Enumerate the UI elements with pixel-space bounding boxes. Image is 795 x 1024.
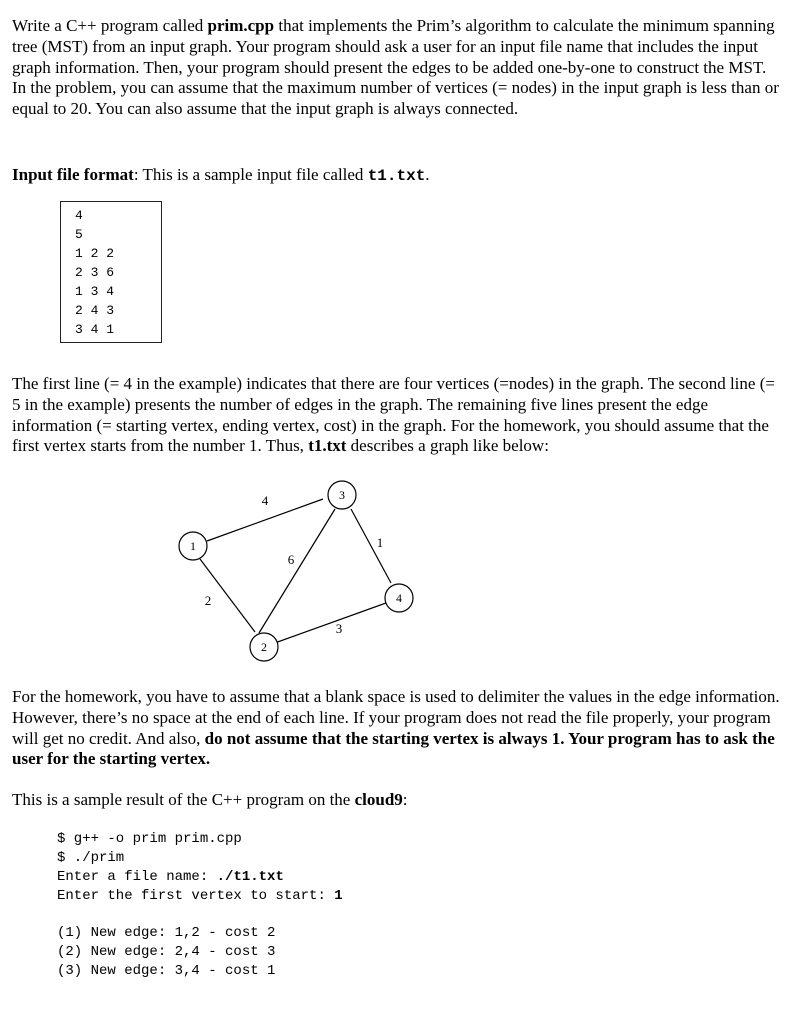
- input-format-heading: Input file format: This is a sample input file called t1.txt.: [12, 165, 430, 185]
- intro-paragraph: Write a C++ program called prim.cpp that implements the Prim’s algorithm to calculate the minimum spanning tree (MST) from an input graph. Your program should ask a user for an input file name that includes the input graph information. Then, your program should present the edges to be added one-by-one to construct the MST. In the problem, you can assume that the maximum number of vertices (= nodes) in the input graph is less than or equal to 20. You can also assume that the input graph is always connected.: [12, 16, 779, 119]
- input-line: 5: [75, 227, 83, 242]
- edge-label: 1: [376, 535, 384, 550]
- edge-3-4: [351, 509, 391, 583]
- edge-label: 2: [204, 593, 212, 608]
- input-line: 2 4 3: [75, 303, 115, 318]
- sample-input-file-box: [60, 201, 162, 343]
- edge-2-4: [272, 603, 386, 644]
- terminal-command: $ ./prim: [57, 850, 125, 866]
- explanation-paragraph: The first line (= 4 in the example) indicates that there are four vertices (=nodes) in the graph. The second line (= 5 in the example) presents the number of edges in the graph. The remaining five lines present the edge information (= starting vertex, ending vertex, cost) in the graph. For the homework, you should assume that the first vertex starts from the number 1. Thus, t1.txt describes a graph like below:: [12, 374, 775, 456]
- edge-label: 6: [287, 552, 295, 567]
- graph-diagram: [170, 476, 430, 666]
- edge-2-3: [259, 509, 335, 633]
- homework-paragraph: For the homework, you have to assume that a blank space is used to delimiter the values in the edge information. However, there’s no space at the end of each line. If your program does not read the file properly, your program will get no credit. And also, do not assume that the starting vertex is always 1. Your program has to ask the user for the starting vertex.: [12, 687, 780, 769]
- edge-label: 3: [335, 621, 343, 636]
- input-line: 2 3 6: [75, 265, 115, 280]
- terminal-command: $ g++ -o prim prim.cpp: [57, 831, 242, 847]
- input-line: 4: [75, 208, 83, 223]
- node-label: 4: [396, 591, 402, 605]
- terminal-result-line: (2) New edge: 2,4 - cost 3: [57, 944, 276, 960]
- input-line: 3 4 1: [75, 322, 115, 337]
- terminal-prompt-vertex: Enter the first vertex to start: 1: [57, 888, 343, 904]
- node-label: 1: [190, 539, 196, 553]
- node-label: 3: [339, 488, 345, 502]
- input-line: 1 3 4: [75, 284, 115, 299]
- terminal-result-line: (3) New edge: 3,4 - cost 1: [57, 963, 276, 979]
- terminal-result-line: (1) New edge: 1,2 - cost 2: [57, 925, 276, 941]
- sample-result-heading: This is a sample result of the C++ program on the cloud9:: [12, 790, 408, 809]
- node-label: 2: [261, 640, 267, 654]
- terminal-prompt-file: Enter a file name: ./t1.txt: [57, 869, 284, 885]
- edge-label: 4: [261, 493, 269, 508]
- input-line: 1 2 2: [75, 246, 115, 261]
